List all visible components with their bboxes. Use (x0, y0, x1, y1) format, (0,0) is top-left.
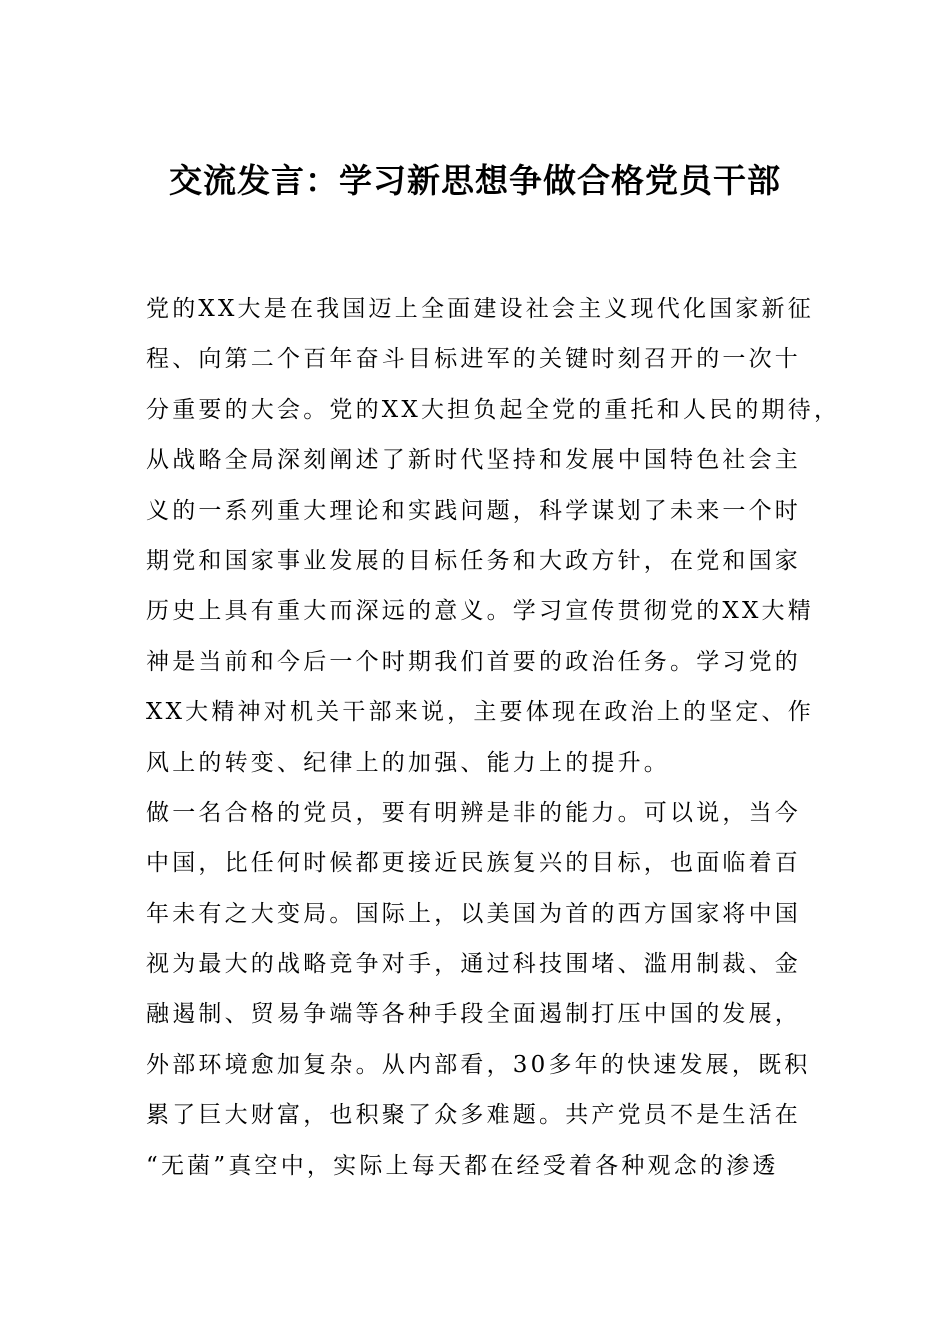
body-line: 累了巨大财富，也积聚了众多难题。共产党员不是生活在 (146, 1102, 801, 1129)
body-line: XX大精神对机关干部来说，主要体现在政治上的坚定、作 (146, 699, 814, 726)
body-line: 融遏制、贸易争端等各种手段全面遏制打压中国的发展， (146, 1001, 801, 1028)
body-line: 程、向第二个百年奋斗目标进军的关键时刻召开的一次十 (146, 346, 801, 373)
body-line: 义的一系列重大理论和实践问题，科学谋划了未来一个时 (146, 497, 801, 524)
body-line: 外部环境愈加复杂。从内部看，30多年的快速发展，既积 (146, 1051, 811, 1078)
body-line: 做一名合格的党员，要有明辨是非的能力。可以说，当今 (146, 799, 801, 826)
body-line: 中国，比任何时候都更接近民族复兴的目标，也面临着百 (146, 850, 801, 877)
body-line: 历史上具有重大而深远的意义。学习宣传贯彻党的XX大精 (146, 598, 814, 625)
body-line: 年未有之大变局。国际上，以美国为首的西方国家将中国 (146, 900, 801, 927)
body-line: 党的XX大是在我国迈上全面建设社会主义现代化国家新征 (146, 296, 814, 322)
body-line: 分重要的大会。党的XX大担负起全党的重托和人民的期待， (146, 396, 841, 423)
body-line: 神是当前和今后一个时期我们首要的政治任务。学习党的 (146, 648, 801, 675)
document-title: 交流发言：学习新思想争做合格党员干部 (169, 161, 781, 200)
body-line: 期党和国家事业发展的目标任务和大政方针，在党和国家 (146, 547, 801, 574)
body-line: 风上的转变、纪律上的加强、能力上的提升。 (146, 749, 670, 776)
body-line: 从战略全局深刻阐述了新时代坚持和发展中国特色社会主 (146, 447, 801, 474)
body-line: “无菌”真空中，实际上每天都在经受着各种观念的渗透 (146, 1152, 779, 1179)
body-line: 视为最大的战略竞争对手，通过科技围堵、滥用制裁、金 (146, 951, 801, 978)
document-body (146, 284, 841, 1191)
